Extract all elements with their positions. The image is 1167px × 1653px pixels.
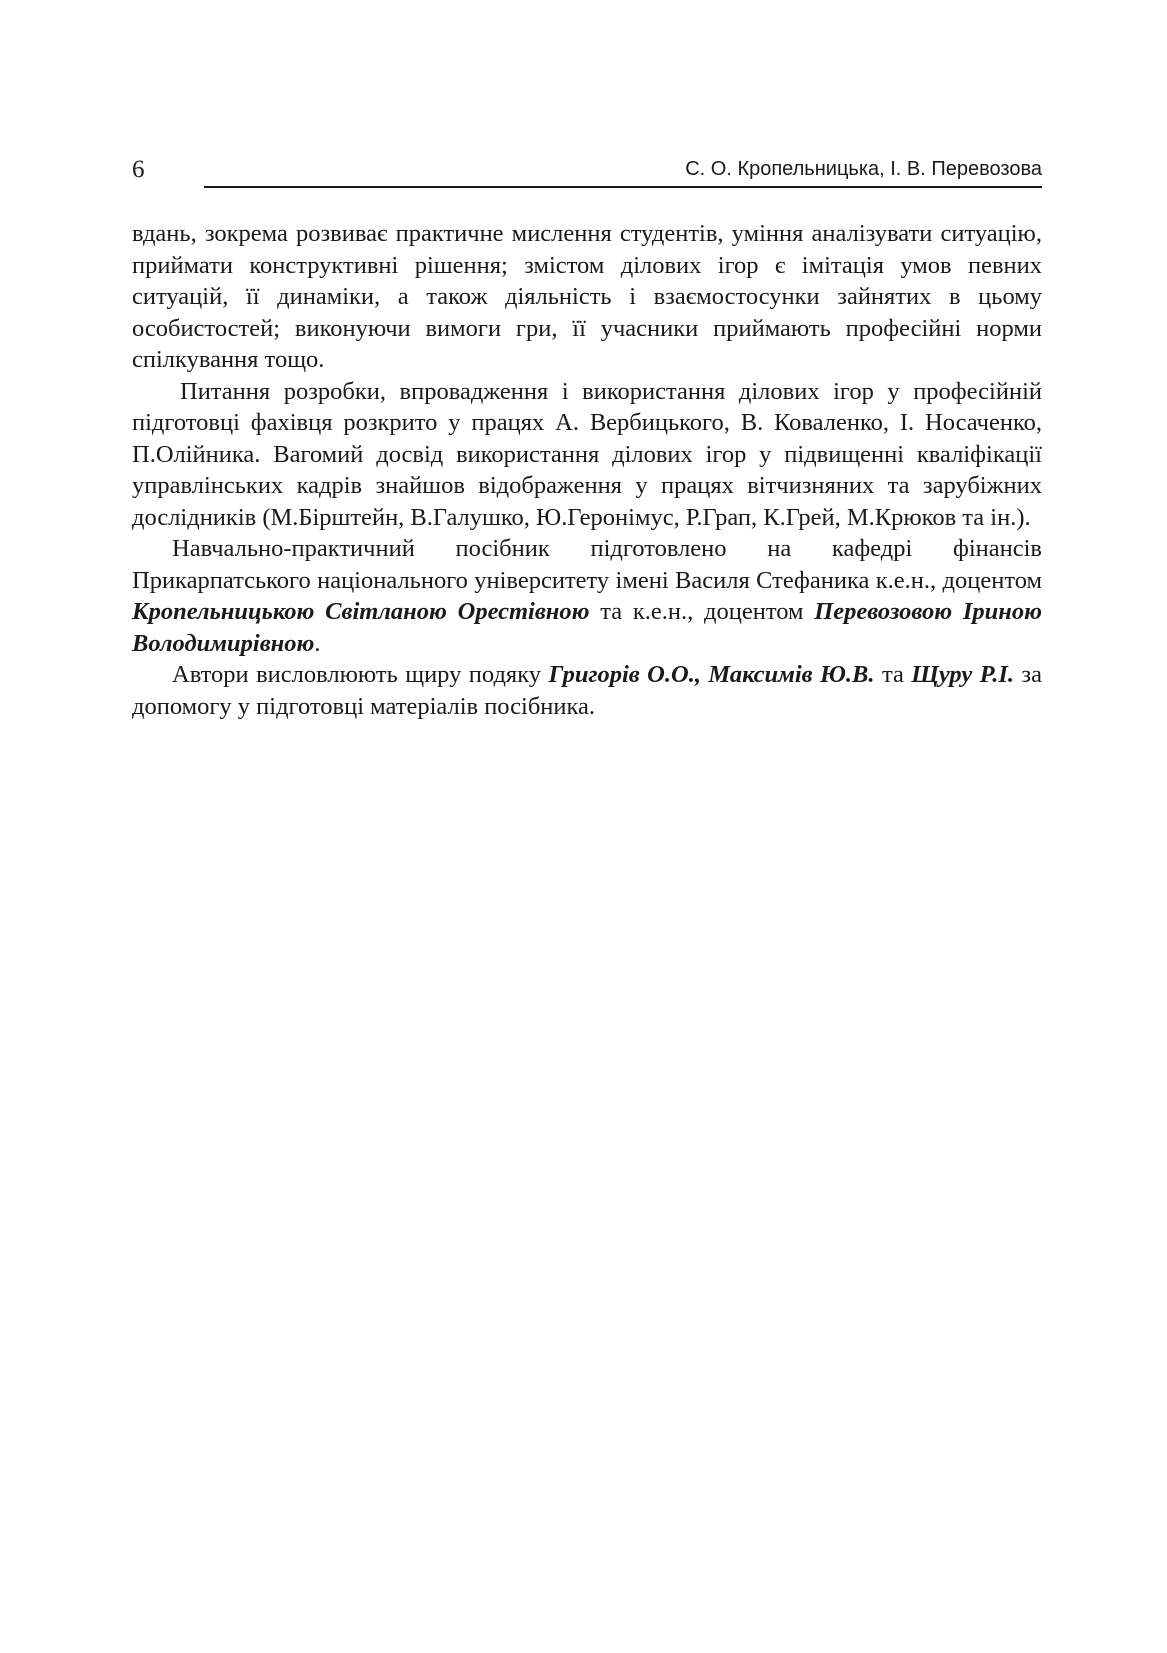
paragraph-1: вдань, зокрема розвиває практичне мислення студентів, уміння аналізувати ситуацію, приймати конструктивні рішення; змістом ділових ігор є імітація умов певних ситуацій, її динаміки, а також діяльність і взаємостосунки зайнятих в цьому особистостей; виконуючи вимоги гри, її учасники приймають професійні норми спілкування тощо. <box>132 220 1042 373</box>
paragraph-4 <box>132 659 1042 722</box>
paragraph-2: Питання розробки, впровадження і використання ділових ігор у професійній підготовці фахівця розкрито у працях А. Вербицького, В. Коваленко, І. Носаченко, П.Олійника. Вагомий досвід використання ділових ігор у підвищенні кваліфікації управлінських кадрів знайшов відображення у працях вітчизняних та зарубіжних дослідників (М.Бірштейн, В.Галушко, Ю.Геронімус, Р.Грап, К.Грей, М.Крюков та ін.). <box>132 377 1042 531</box>
page-number: 6 <box>132 156 145 183</box>
paragraph-4-text-3: за допомогу у підготовці матеріалів посібника. <box>132 661 1042 720</box>
body-text <box>132 218 1042 722</box>
running-head: С. О. Кропельницька, І. В. Перевозова <box>685 158 1042 180</box>
paragraph-3-text-3: . <box>314 629 321 657</box>
paragraph-4-text-1: Автори висловлюють щиру подяку <box>172 661 549 688</box>
paragraph-3 <box>132 533 1042 659</box>
acknowledged-names-1: Григорів О.О., Максимів Ю.В. <box>548 661 875 688</box>
paragraph-4-text-2: та <box>874 661 912 688</box>
author-name-2: Перевозовою Іриною Володимирівною <box>132 598 1042 657</box>
author-name-1: Кропельницькою Світланою Орестівною <box>132 598 590 625</box>
acknowledged-names-2: Щуру Р.І. <box>911 661 1014 688</box>
header-rule <box>204 186 1042 188</box>
page-header <box>132 150 1042 190</box>
paragraph-3-text-1: Навчально-практичний посібник підготовлено на кафедрі фінансів Прикарпатського національного університету імені Василя Стефаника к.е.н., доцентом <box>132 535 1042 594</box>
paragraph-3-text-2: та к.е.н., доцентом <box>589 598 815 625</box>
